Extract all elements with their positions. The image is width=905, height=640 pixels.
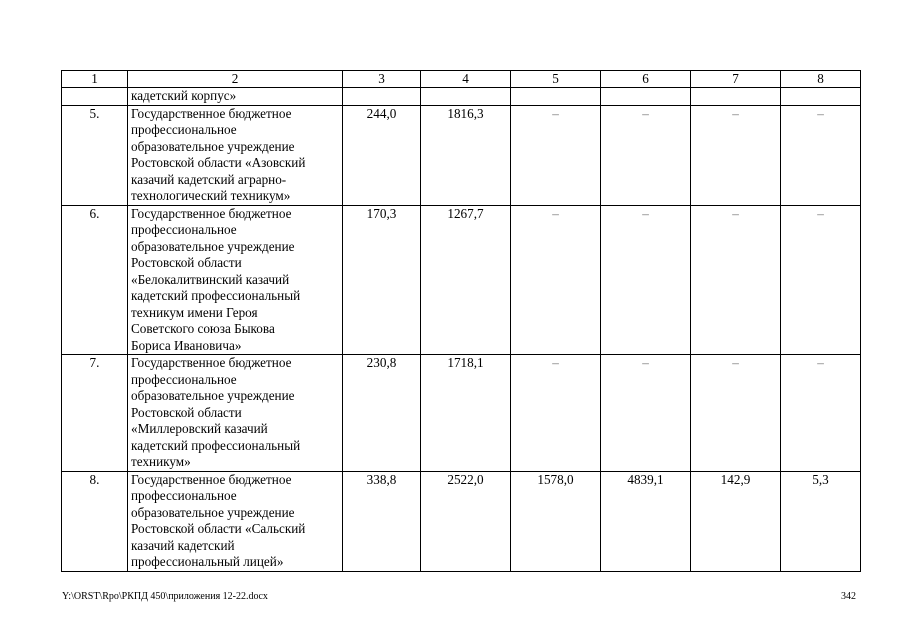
name-line: Ростовской области bbox=[131, 404, 242, 420]
value-cell-c8: – bbox=[781, 205, 861, 355]
row-number: 5. bbox=[62, 105, 128, 205]
name-line: «Миллеровский казачий bbox=[131, 421, 268, 436]
page-number: 342 bbox=[841, 591, 856, 602]
value-cell-c3: 244,0 bbox=[343, 105, 421, 205]
name-line: Государственное бюджетное bbox=[131, 355, 292, 370]
name-line: образовательное учреждение bbox=[131, 504, 295, 520]
table-row bbox=[62, 105, 861, 205]
value-cell-c4: 2522,0 bbox=[421, 471, 511, 571]
column-header: 2 bbox=[128, 71, 343, 88]
value-cell-c5: – bbox=[511, 205, 601, 355]
table-row bbox=[62, 355, 861, 472]
name-line: профессиональное bbox=[131, 488, 237, 503]
name-line: профессиональное bbox=[131, 371, 237, 387]
value-cell-c7: – bbox=[691, 105, 781, 205]
name-line: Ростовской области «Сальский bbox=[131, 521, 306, 536]
column-header: 8 bbox=[781, 71, 861, 88]
name-line: образовательное учреждение bbox=[131, 238, 295, 254]
name-line: образовательное учреждение bbox=[131, 388, 295, 403]
value-cell-c3: 170,3 bbox=[343, 205, 421, 355]
value-cell-c5: – bbox=[511, 105, 601, 205]
value-cell-c3: 230,8 bbox=[343, 355, 421, 472]
name-line: техникум имени Героя bbox=[131, 304, 258, 320]
value-cell-c4: 1816,3 bbox=[421, 105, 511, 205]
budget-table bbox=[61, 70, 861, 572]
value-cell-c8: 5,3 bbox=[781, 471, 861, 571]
name-line: «Белокалитвинский казачий bbox=[131, 271, 290, 287]
name-line: кадетский профессиональный bbox=[131, 288, 301, 303]
value-cell-c7: – bbox=[691, 205, 781, 355]
institution-name bbox=[128, 205, 343, 355]
continuation-row bbox=[62, 88, 861, 106]
value-cell-c8: – bbox=[781, 105, 861, 205]
name-line: технологический техникум» bbox=[131, 188, 291, 203]
column-header: 7 bbox=[691, 71, 781, 88]
name-line: кадетский профессиональный bbox=[131, 437, 301, 453]
column-header: 5 bbox=[511, 71, 601, 88]
value-cell-c4: 1267,7 bbox=[421, 205, 511, 355]
value-cell-c8: – bbox=[781, 355, 861, 472]
institution-name bbox=[128, 105, 343, 205]
name-line: образовательное учреждение bbox=[131, 138, 295, 154]
row-number: 8. bbox=[62, 471, 128, 571]
value-cell-c5: – bbox=[511, 355, 601, 472]
header-row bbox=[62, 71, 861, 88]
institution-name bbox=[128, 355, 343, 472]
column-header: 4 bbox=[421, 71, 511, 88]
name-line: профессиональное bbox=[131, 122, 237, 137]
name-line: Бориса Ивановича» bbox=[131, 337, 242, 353]
column-header: 6 bbox=[601, 71, 691, 88]
continuation-text: кадетский корпус» bbox=[128, 88, 343, 106]
row-number: 6. bbox=[62, 205, 128, 355]
value-cell-c4: 1718,1 bbox=[421, 355, 511, 472]
name-line: Ростовской области bbox=[131, 255, 242, 270]
value-cell-c7: 142,9 bbox=[691, 471, 781, 571]
column-header: 1 bbox=[62, 71, 128, 88]
institution-name bbox=[128, 471, 343, 571]
name-line: казачий кадетский аграрно- bbox=[131, 171, 287, 187]
table-row bbox=[62, 205, 861, 355]
table-body bbox=[62, 105, 861, 571]
value-cell-c5: 1578,0 bbox=[511, 471, 601, 571]
value-cell-c7: – bbox=[691, 355, 781, 472]
name-line: профессиональное bbox=[131, 222, 237, 237]
name-line: техникум» bbox=[131, 454, 191, 469]
name-line: казачий кадетский bbox=[131, 537, 235, 553]
name-line: Государственное бюджетное bbox=[131, 105, 292, 121]
name-line: профессиональный лицей» bbox=[131, 554, 284, 569]
file-path: Y:\ORST\Rpo\РКПД 450\приложения 12-22.docx bbox=[62, 591, 268, 602]
name-line: Ростовской области «Азовский bbox=[131, 155, 306, 170]
row-number: 7. bbox=[62, 355, 128, 472]
column-header: 3 bbox=[343, 71, 421, 88]
table-row bbox=[62, 471, 861, 571]
value-cell-c6: – bbox=[601, 205, 691, 355]
name-line: Государственное бюджетное bbox=[131, 471, 292, 487]
name-line: Государственное бюджетное bbox=[131, 205, 292, 221]
value-cell-c6: – bbox=[601, 355, 691, 472]
value-cell-c6: 4839,1 bbox=[601, 471, 691, 571]
value-cell-c6: – bbox=[601, 105, 691, 205]
value-cell-c3: 338,8 bbox=[343, 471, 421, 571]
name-line: Советского союза Быкова bbox=[131, 321, 275, 336]
